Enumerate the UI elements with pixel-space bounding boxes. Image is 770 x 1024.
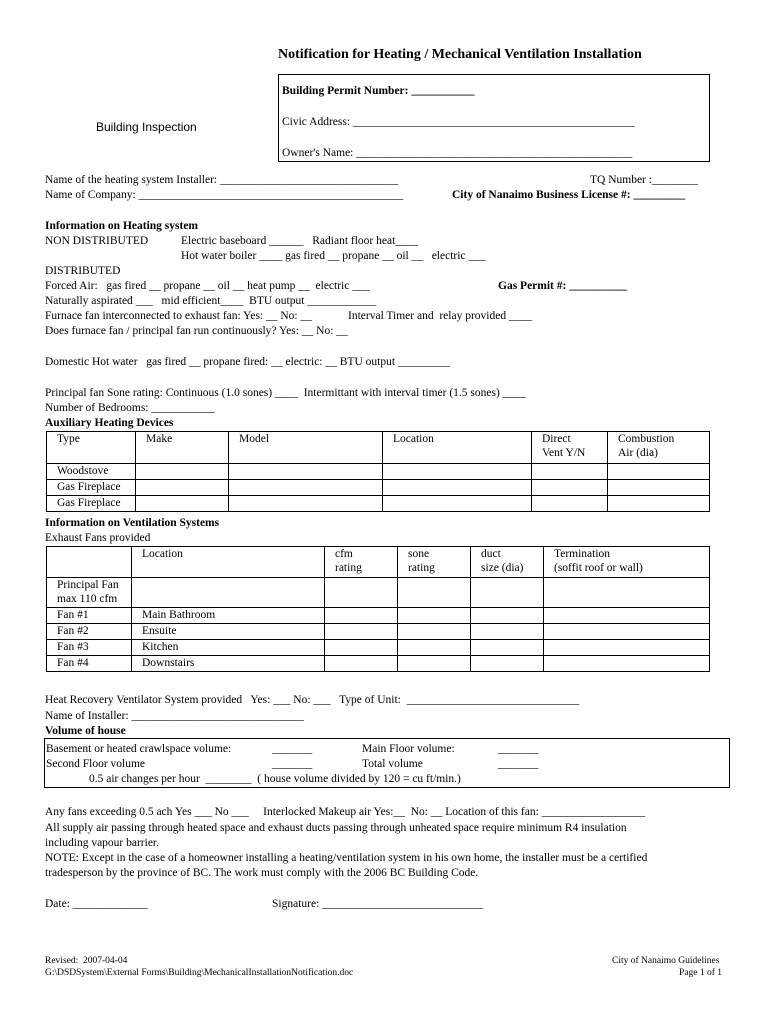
table-cell[interactable] (471, 624, 544, 640)
business-license[interactable]: City of Nanaimo Business License #: _________ (452, 189, 686, 201)
tq-number[interactable]: TQ Number :________ (590, 174, 698, 186)
table-cell: Principal Fan max 110 cfm (47, 578, 132, 608)
table-cell: Fan #1 (47, 608, 132, 624)
non-distributed-line2[interactable]: Hot water boiler ____ gas fired __ propane __ oil __ electric ___ (181, 250, 486, 262)
page-title: Notification for Heating / Mechanical Ventilation Installation (278, 47, 642, 62)
ventilation-table (46, 546, 710, 672)
file-path: G:\DSDSystem\External Forms\Building\MechanicalInstallationNotification.doc (45, 968, 354, 978)
volume-heading: Volume of house (45, 725, 126, 737)
auxiliary-heading: Auxiliary Heating Devices (45, 417, 174, 429)
second-floor-volume-label: Second Floor volume (46, 758, 146, 770)
supply-air-note-2: including vapour barrier. (45, 837, 160, 849)
table-cell[interactable] (532, 496, 608, 512)
main-floor-volume-label: Main Floor volume: (362, 743, 455, 755)
table-header: Location (132, 547, 325, 578)
table-cell[interactable] (136, 496, 229, 512)
table-cell[interactable] (398, 640, 471, 656)
table-cell[interactable] (325, 608, 398, 624)
table-cell[interactable] (532, 480, 608, 496)
table-cell[interactable] (544, 624, 710, 640)
basement-volume-input[interactable]: _______ (272, 743, 313, 755)
table-row (47, 464, 710, 480)
table-cell[interactable] (544, 608, 710, 624)
table-cell: Fan #2 (47, 624, 132, 640)
domestic-hot-water[interactable]: Domestic Hot water gas fired __ propane fired: __ electric: __ BTU output _________ (45, 356, 450, 368)
table-cell[interactable] (608, 464, 710, 480)
table-header: Model (229, 432, 383, 464)
table-cell[interactable] (544, 656, 710, 672)
table-cell[interactable] (132, 578, 325, 608)
table-cell[interactable] (608, 480, 710, 496)
main-floor-volume-input[interactable]: _______ (498, 743, 539, 755)
distributed-label: DISTRIBUTED (45, 265, 121, 277)
building-permit-number[interactable]: Building Permit Number: ___________ (282, 85, 475, 97)
table-cell[interactable] (325, 624, 398, 640)
table-header: Make (136, 432, 229, 464)
table-row (47, 656, 710, 672)
furnace-fan-continuous[interactable]: Does furnace fan / principal fan run continuously? Yes: __ No: __ (45, 325, 348, 337)
table-header (47, 547, 132, 578)
table-cell[interactable] (471, 640, 544, 656)
hrv-installer[interactable]: Name of Installer: ______________________________ (45, 710, 305, 722)
supply-air-note-1: All supply air passing through heated space and exhaust ducts passing through unheated space require minimum R4 insulation (45, 822, 627, 834)
table-cell: Woodstove (47, 464, 136, 480)
table-cell[interactable] (229, 464, 383, 480)
table-cell[interactable] (325, 656, 398, 672)
table-cell[interactable] (383, 496, 532, 512)
naturally-aspirated[interactable]: Naturally aspirated ___ mid efficient____ BTU output ____________ (45, 295, 377, 307)
table-cell: Gas Fireplace (47, 496, 136, 512)
table-cell[interactable] (383, 480, 532, 496)
table-row (47, 480, 710, 496)
air-changes[interactable]: 0.5 air changes per hour ________ ( house volume divided by 120 = cu ft/min.) (89, 773, 461, 785)
table-header: sone rating (398, 547, 471, 578)
table-cell[interactable] (325, 640, 398, 656)
ventilation-heading: Information on Ventilation Systems (45, 517, 220, 529)
installer-note-1: NOTE: Except in the case of a homeowner installing a heating/ventilation system in his own home, the installer must be a certified (45, 852, 648, 864)
hrv-provided[interactable]: Heat Recovery Ventilator System provided Yes: ___ No: ___ Type of Unit: ______________________________ (45, 694, 580, 706)
table-cell[interactable] (136, 480, 229, 496)
table-cell: Fan #3 (47, 640, 132, 656)
furnace-fan-interconnected[interactable]: Furnace fan interconnected to exhaust fan: Yes: __ No: __ (45, 310, 312, 322)
date-field[interactable]: Date: _____________ (45, 898, 148, 910)
table-row (47, 608, 710, 624)
page-number: Page 1 of 1 (679, 968, 723, 978)
table-header: Direct Vent Y/N (532, 432, 608, 464)
table-cell[interactable] (229, 480, 383, 496)
company-name[interactable]: Name of Company: ______________________________________________ (45, 189, 404, 201)
table-cell[interactable] (383, 464, 532, 480)
auxiliary-table (46, 431, 710, 512)
civic-address[interactable]: Civic Address: _________________________________________________ (282, 116, 635, 128)
non-distributed-line1[interactable]: Electric baseboard ______ Radiant floor heat____ (181, 235, 419, 247)
table-cell[interactable] (136, 464, 229, 480)
table-cell[interactable] (229, 496, 383, 512)
table-cell[interactable] (325, 578, 398, 608)
installer-name[interactable]: Name of the heating system Installer: _______________________________ (45, 174, 399, 186)
table-header: Location (383, 432, 532, 464)
table-cell[interactable] (398, 578, 471, 608)
heating-heading: Information on Heating system (45, 220, 199, 232)
total-volume-label: Total volume (362, 758, 423, 770)
table-cell: Gas Fireplace (47, 480, 136, 496)
table-cell[interactable] (544, 640, 710, 656)
owners-name[interactable]: Owner's Name: ________________________________________________ (282, 147, 633, 159)
forced-air[interactable]: Forced Air: gas fired __ propane __ oil __ heat pump __ electric ___ (45, 280, 370, 292)
guidelines-label: City of Nanaimo Guidelines (612, 956, 720, 966)
table-cell[interactable] (398, 624, 471, 640)
gas-permit[interactable]: Gas Permit #: __________ (498, 280, 627, 292)
revised-date: Revised: 2007-04-04 (45, 956, 128, 966)
table-cell: Downstairs (132, 656, 325, 672)
table-row (47, 624, 710, 640)
table-cell[interactable] (471, 608, 544, 624)
table-cell[interactable] (471, 656, 544, 672)
table-row (47, 640, 710, 656)
table-header: Combustion Air (dia) (608, 432, 710, 464)
table-row (47, 496, 710, 512)
table-header: Termination (soffit roof or wall) (544, 547, 710, 578)
table-cell: Kitchen (132, 640, 325, 656)
table-cell[interactable] (544, 578, 710, 608)
second-floor-volume-input[interactable]: _______ (272, 758, 313, 770)
table-row (47, 578, 710, 608)
installer-note-2: tradesperson by the province of BC. The work must comply with the 2006 BC Building Code. (45, 867, 479, 879)
basement-volume-label: Basement or heated crawlspace volume: (46, 743, 232, 755)
total-volume-input[interactable]: _______ (498, 758, 539, 770)
table-cell: Main Bathroom (132, 608, 325, 624)
exhaust-fans-label: Exhaust Fans provided (45, 532, 151, 544)
fans-exceeding[interactable]: Any fans exceeding 0.5 ach Yes ___ No ___ Interlocked Makeup air Yes:__ No: __ Location of this fan: __________________ (45, 806, 646, 818)
signature-field[interactable]: Signature: ____________________________ (272, 898, 484, 910)
table-header: Type (47, 432, 136, 464)
table-header: duct size (dia) (471, 547, 544, 578)
table-row (47, 547, 710, 578)
table-cell[interactable] (532, 464, 608, 480)
table-cell[interactable] (398, 608, 471, 624)
table-header: cfm rating (325, 547, 398, 578)
non-distributed-label: NON DISTRIBUTED (45, 235, 149, 247)
number-of-bedrooms[interactable]: Number of Bedrooms: ___________ (45, 402, 215, 414)
table-row (47, 432, 710, 464)
table-cell[interactable] (608, 496, 710, 512)
department-label: Building Inspection (96, 120, 197, 134)
interval-timer[interactable]: Interval Timer and relay provided ____ (348, 310, 532, 322)
table-cell[interactable] (398, 656, 471, 672)
table-cell: Fan #4 (47, 656, 132, 672)
principal-fan-sone[interactable]: Principal fan Sone rating: Continuous (1.0 sones) ____ Intermittant with interval timer (1.5 sones) ____ (45, 387, 526, 399)
table-cell[interactable] (471, 578, 544, 608)
table-cell: Ensuite (132, 624, 325, 640)
